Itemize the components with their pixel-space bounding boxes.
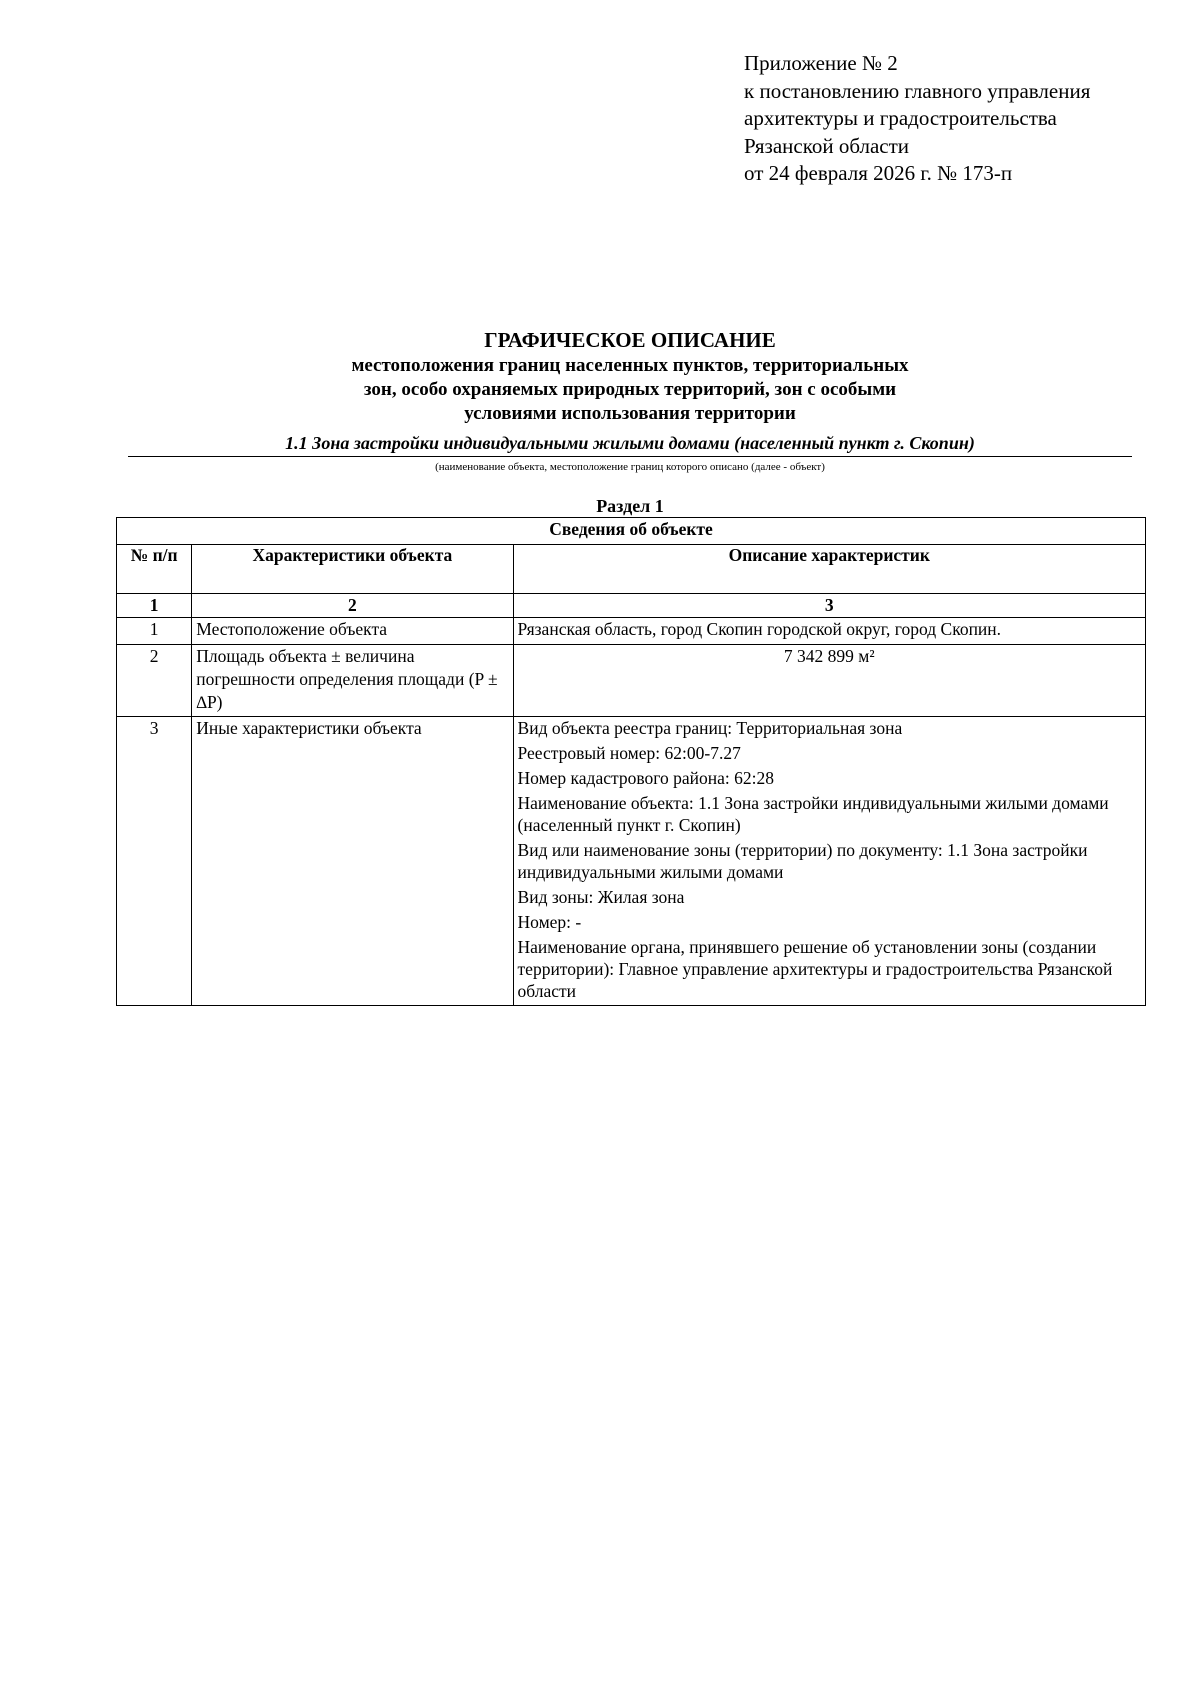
section-title: Раздел 1	[596, 496, 664, 516]
table-header-row	[117, 545, 1146, 594]
document-title	[0, 327, 1200, 426]
column-number: 3	[513, 594, 1145, 618]
row-description	[513, 717, 1145, 1006]
appendix-header	[744, 50, 1184, 188]
table-caption: Сведения об объекте	[117, 518, 1146, 545]
header-characteristic: Характеристики объекта	[192, 545, 513, 594]
description-line: Вид или наименование зоны (территории) по документу: 1.1 Зона застройки индивидуальными жилыми домами	[517, 840, 1088, 882]
description-line: Наименование объекта: 1.1 Зона застройки индивидуальными жилыми домами (населенный пункт г. Скопин)	[517, 793, 1109, 835]
description-line: Вид объекта реестра границ: Территориальная зона	[517, 718, 903, 738]
description-line: Номер: -	[517, 912, 582, 932]
appendix-line: к постановлению главного управления	[744, 78, 1091, 103]
object-name: 1.1 Зона застройки индивидуальными жилыми домами (населенный пункт г. Скопин)	[128, 432, 1132, 457]
column-number: 1	[117, 594, 192, 618]
description-line: Вид зоны: Жилая зона	[517, 887, 685, 907]
row-num: 3	[117, 717, 192, 1006]
row-description: Рязанская область, город Скопин городской округ, город Скопин.	[513, 618, 1145, 645]
object-caption: (наименование объекта, местоположение границ которого описано (далее - объект)	[435, 461, 825, 473]
appendix-line: Приложение № 2	[744, 51, 898, 75]
table-row	[117, 618, 1146, 645]
title-main: ГРАФИЧЕСКОЕ ОПИСАНИЕ	[484, 328, 776, 352]
row-characteristic: Иные характеристики объекта	[192, 717, 513, 1006]
row-num: 1	[117, 618, 192, 645]
header-description: Описание характеристик	[513, 545, 1145, 594]
description-line: Реестровый номер: 62:00-7.27	[517, 743, 741, 763]
description-line: Номер кадастрового района: 62:28	[517, 768, 774, 788]
column-number: 2	[192, 594, 513, 618]
column-number-row	[117, 594, 1146, 618]
table-caption-row	[117, 518, 1146, 545]
table-row	[117, 717, 1146, 1006]
row-num: 2	[117, 645, 192, 717]
title-sub-line: зон, особо охраняемых природных территорий, зон с особыми	[363, 379, 897, 400]
row-characteristic: Местоположение объекта	[192, 618, 513, 645]
appendix-line: от 24 февраля 2026 г. № 173-п	[744, 161, 1013, 185]
appendix-line: Рязанской области	[744, 133, 910, 158]
row-description: 7 342 899 м²	[513, 645, 1145, 717]
header-num: № п/п	[117, 545, 192, 594]
appendix-line: архитектуры и градостроительства	[744, 106, 1057, 130]
title-sub-line: условиями использования территории	[464, 403, 796, 424]
object-info-table	[116, 517, 1146, 1006]
description-line: Наименование органа, принявшего решение об установлении зоны (создании территории): Главное управление архитектуры и градостроительства Рязанской области	[517, 937, 1113, 1001]
table-row	[117, 645, 1146, 717]
title-sub-line: местоположения границ населенных пунктов, территориальных	[351, 355, 909, 376]
row-characteristic: Площадь объекта ± величина погрешности определения площади (P ± ∆P)	[192, 645, 513, 717]
